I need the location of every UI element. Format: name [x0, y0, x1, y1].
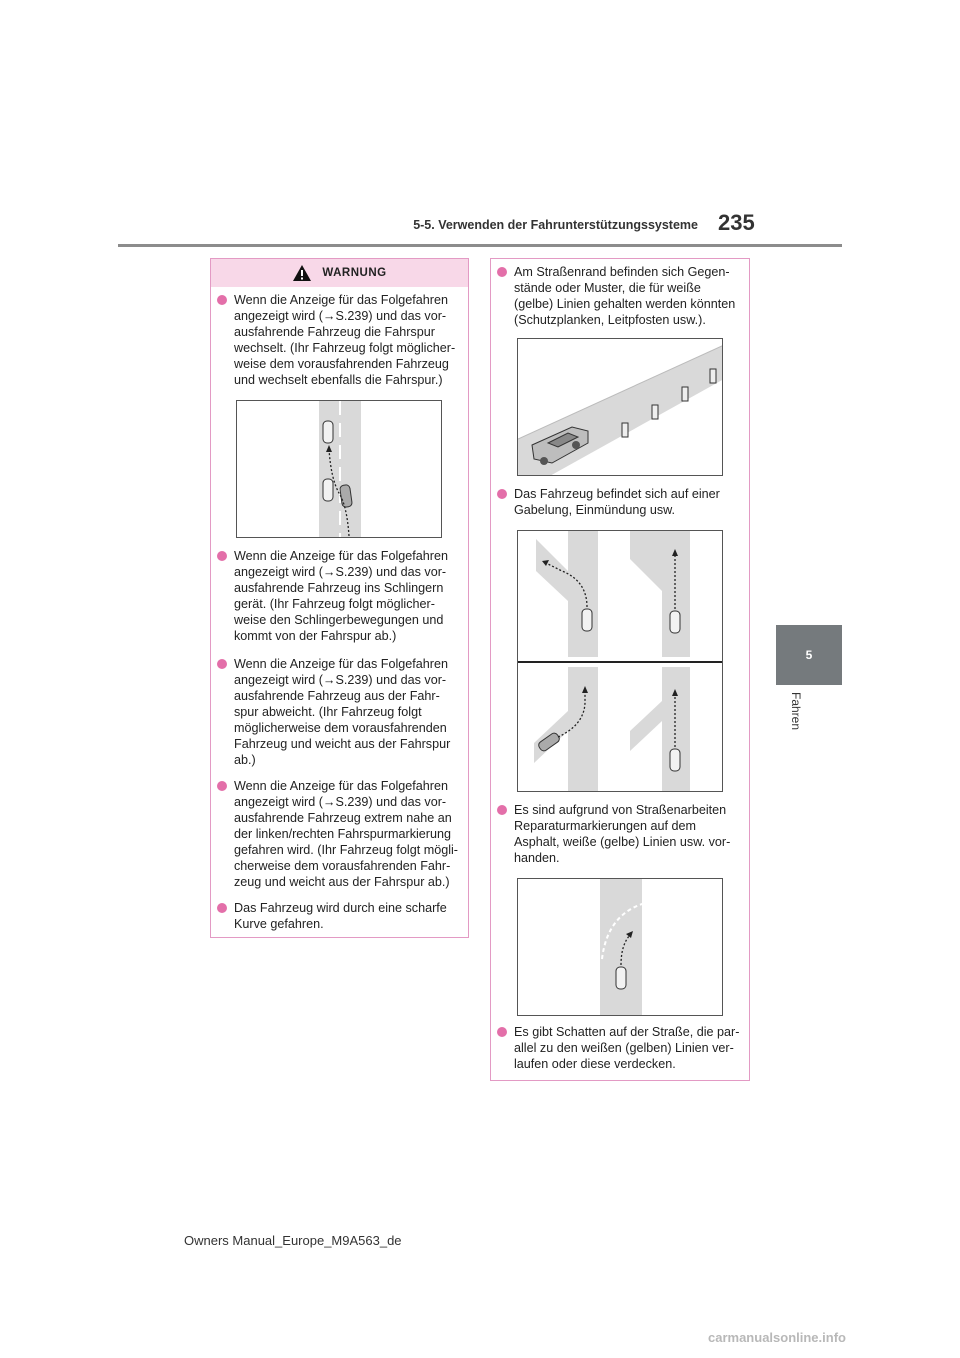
- lane-change-illustration: [237, 401, 442, 538]
- list-item: [497, 486, 745, 518]
- list-item: [497, 802, 745, 866]
- list-item: [217, 900, 465, 932]
- figure-junction: [517, 530, 723, 792]
- warning-header: [211, 259, 468, 287]
- bullet-icon: [217, 781, 227, 791]
- repair-markings-illustration: [518, 879, 723, 1016]
- bullet-icon: [497, 267, 507, 277]
- header-rule: [118, 244, 842, 247]
- list-item-text: Wenn die Anzeige für das Folgefahren angezeigt wird (→S.239) und das vor- ausfahrende Fahrzeug die Fahrspur wechselt. (Ihr Fahrzeug folgt möglicher- weise dem vorausfahrenden Fahrzeug und wechselt ebenfalls die Fahrspur.): [234, 293, 456, 387]
- list-item-text: Wenn die Anzeige für das Folgefahren angezeigt wird (→S.239) und das vor- ausfahrende Fahrzeug aus der Fahr- spur abweicht. (Ihr Fahrzeug folgt möglicherweise dem vorausfahrenden Fahrzeug und weicht aus der Fahrspur ab.): [234, 657, 451, 767]
- list-item-text: Wenn die Anzeige für das Folgefahren angezeigt wird (→S.239) und das vor- ausfahrende Fahrzeug ins Schlingern gerät. (Ihr Fahrzeug folgt möglicher- weise den Schlingerbewegungen und kommt von der Fahrspur ab.): [234, 549, 449, 643]
- watermark: carmanualsonline.info: [708, 1330, 846, 1345]
- warning-triangle-icon: [292, 264, 312, 282]
- bullet-icon: [497, 805, 507, 815]
- list-item: [217, 656, 465, 768]
- list-item-text: Es sind aufgrund von Straßenarbeiten Reparaturmarkierungen auf dem Asphalt, weiße (gelbe) Linien usw. vor- handen.: [514, 803, 731, 865]
- bullet-icon: [217, 659, 227, 669]
- list-item: [217, 778, 465, 890]
- chapter-tab: [776, 625, 842, 685]
- list-item-text: Am Straßenrand befinden sich Gegen- stände oder Muster, die für weiße (gelbe) Linien gehalten werden könnten (Schutzplanken, Leitpfosten usw.).: [514, 265, 736, 327]
- junction-illustration: [518, 531, 723, 792]
- figure-roadside-posts: [517, 338, 723, 476]
- list-item: [497, 1024, 745, 1072]
- bullet-icon: [217, 551, 227, 561]
- list-item-text: Es gibt Schatten auf der Straße, die par- allel zu den weißen (gelben) Linien ver- laufen oder diese verdecken.: [514, 1025, 740, 1071]
- list-item: [497, 264, 745, 328]
- chapter-label: Fahren: [789, 692, 803, 731]
- bullet-icon: [497, 489, 507, 499]
- list-item-text: Das Fahrzeug befindet sich auf einer Gabelung, Einmündung usw.: [514, 487, 720, 517]
- figure-repair-markings: [517, 878, 723, 1016]
- list-item-text: Das Fahrzeug wird durch eine scharfe Kurve gefahren.: [234, 901, 447, 931]
- roadside-posts-illustration: [518, 339, 723, 476]
- page-number: 235: [718, 210, 755, 235]
- figure-lane-change: [236, 400, 442, 538]
- list-item: [217, 292, 465, 388]
- warning-title: WARNUNG: [322, 267, 387, 279]
- bullet-icon: [217, 295, 227, 305]
- list-item-text: Wenn die Anzeige für das Folgefahren angezeigt wird (→S.239) und das vor- ausfahrende Fahrzeug extrem nahe an der linken/rechten Fahrspurmarkierung gefahren wird. (Ihr Fahrzeug folgt mögli- cherweise dem vorausfahrenden Fahr- zeug und weicht aus der Fahrspur ab.): [234, 779, 458, 889]
- section-title: 5-5. Verwenden der Fahrunterstützungssysteme: [413, 218, 698, 232]
- bullet-icon: [217, 903, 227, 913]
- document-id: Owners Manual_Europe_M9A563_de: [184, 1233, 402, 1248]
- bullet-icon: [497, 1027, 507, 1037]
- list-item: [217, 548, 465, 644]
- chapter-number: 5: [805, 648, 813, 662]
